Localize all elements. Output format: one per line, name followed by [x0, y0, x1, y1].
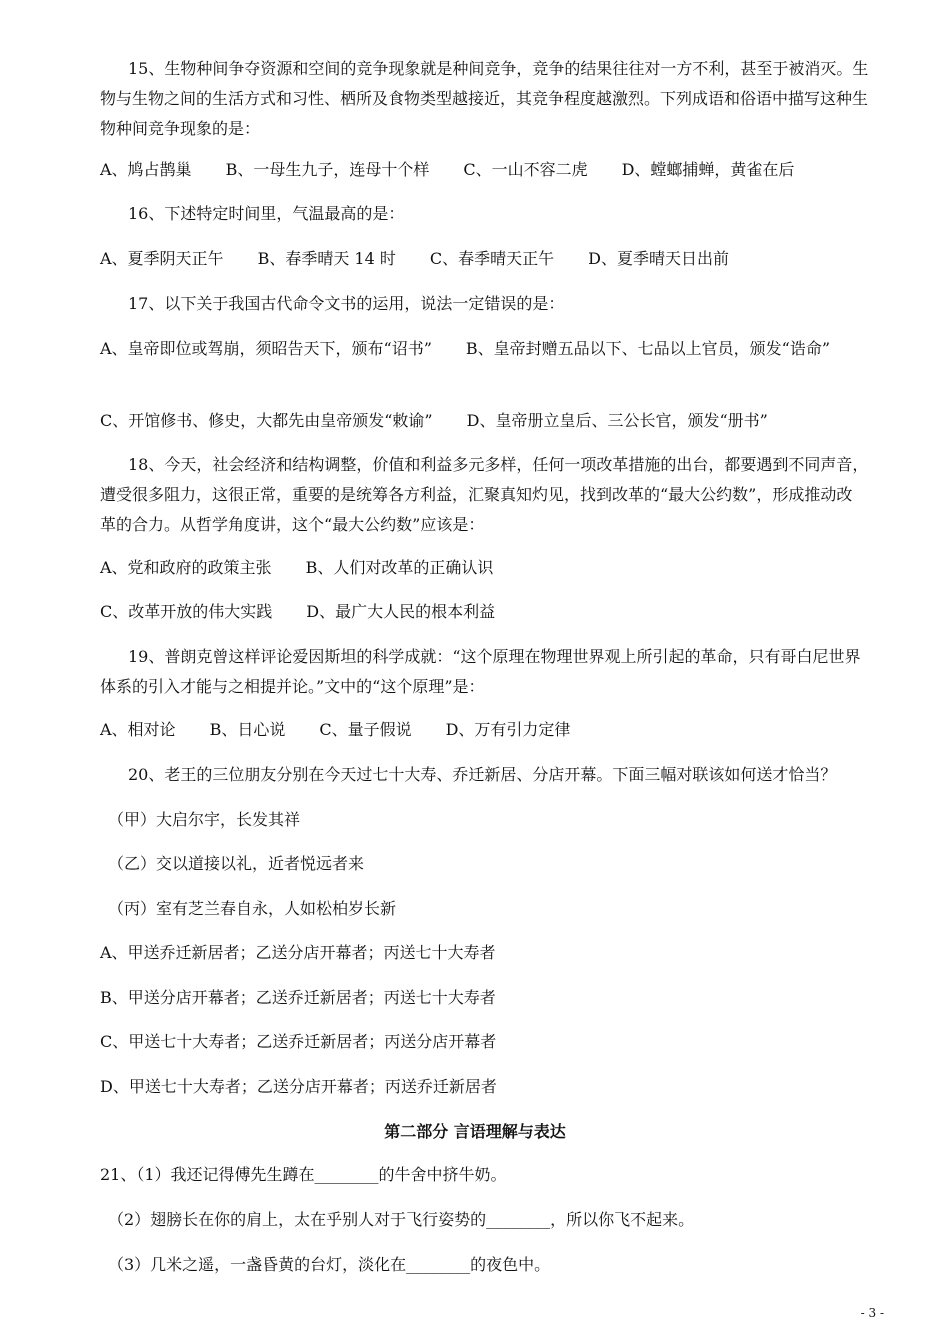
q20-option-b: B、甲送分店开幕者；乙送乔迁新居者；丙送七十大寿者	[100, 988, 496, 1007]
q18-option-b: B、人们对改革的正确认识	[305, 558, 494, 577]
q20-option-c: C、甲送七十大寿者；乙送乔迁新居者；丙送分店开幕者	[100, 1032, 497, 1051]
q16-option-c: C、春季晴天正午	[429, 249, 555, 268]
q21-line3: （3）几米之遥，一盏昏黄的台灯，淡化在________的夜色中。	[108, 1255, 551, 1274]
q20-couplet-jia: （甲）大启尔宇，长发其祥	[108, 810, 301, 829]
q19-option-c: C、量子假说	[319, 720, 412, 739]
q15-options	[100, 159, 794, 181]
q15-option-c: C、一山不容二虎	[463, 160, 588, 179]
q20-option-a: A、甲送乔迁新居者；乙送分店开幕者；丙送七十大寿者	[100, 943, 496, 962]
q15-stem-line3: 物种间竞争现象的是：	[100, 119, 261, 138]
q17-option-c: C、开馆修书、修史，大都先由皇帝颁发“敕谕”	[100, 411, 433, 430]
q15-stem-line1: 15、生物种间争夺资源和空间的竞争现象就是种间竞争，竞争的结果往往对一方不利，甚至于被消灭。生	[128, 59, 869, 78]
q19-stem-line2: 体系的引入才能与之相提并论。”文中的“这个原理”是：	[100, 677, 485, 696]
q17-options-row1	[100, 338, 830, 360]
q17-option-d: D、皇帝册立皇后、三公长官，颁发“册书”	[466, 411, 768, 430]
q19-stem-line1: 19、普朗克曾这样评论爱因斯坦的科学成就：“这个原理在物理世界观上所引起的革命，只有哥白尼世界	[128, 647, 861, 666]
q21-line2: （2）翅膀长在你的肩上，太在乎别人对于飞行姿势的________，所以你飞不起来。	[108, 1210, 695, 1229]
q16-option-d: D、夏季晴天日出前	[588, 249, 729, 268]
q17-stem: 17、以下关于我国古代命令文书的运用，说法一定错误的是：	[128, 294, 565, 313]
q18-stem-line1: 18、今天，社会经济和结构调整，价值和利益多元多样，任何一项改革措施的出台，都要遇到不同声音，	[128, 455, 869, 474]
q18-option-d: D、最广大人民的根本利益	[306, 602, 496, 621]
q19-option-a: A、相对论	[100, 720, 176, 739]
q16-option-a: A、夏季阴天正午	[100, 249, 224, 268]
q19-options	[100, 719, 570, 741]
q15-stem-line2: 物与生物之间的生活方式和习性、栖所及食物类型越接近，其竞争程度越激烈。下列成语和俗语中描写这种生	[100, 89, 869, 108]
page-number: - 3 -	[860, 1306, 884, 1320]
q16-options	[100, 248, 729, 270]
q18-options-row2	[100, 601, 495, 623]
q20-couplet-bing: （丙）室有芝兰春自永，人如松柏岁长新	[108, 899, 397, 918]
q18-stem-line2: 遭受很多阻力，这很正常，重要的是统筹各方利益，汇聚真知灼见，找到改革的“最大公约数”，形成推动改	[100, 485, 853, 504]
q18-option-c: C、改革开放的伟大实践	[100, 602, 273, 621]
section2-title: 第二部分 言语理解与表达	[384, 1122, 566, 1141]
q17-option-a: A、皇帝即位或驾崩，须昭告天下，颁布“诏书”	[100, 339, 432, 358]
q18-options-row1	[100, 557, 493, 579]
q17-option-b: B、皇帝封赠五品以下、七品以上官员，颁发“诰命”	[465, 339, 831, 358]
q16-stem: 16、下述特定时间里，气温最高的是：	[128, 204, 405, 223]
q15-option-a: A、鸠占鹊巢	[100, 160, 192, 179]
q17-options-row2	[100, 410, 768, 432]
q21-line1: 21、（1）我还记得傅先生蹲在________的牛舍中挤牛奶。	[100, 1165, 507, 1184]
q20-option-d: D、甲送七十大寿者；乙送分店开幕者；丙送乔迁新居者	[100, 1077, 497, 1096]
q19-option-b: B、日心说	[209, 720, 286, 739]
q18-option-a: A、党和政府的政策主张	[100, 558, 272, 577]
q15-option-d: D、螳螂捕蝉，黄雀在后	[621, 160, 795, 179]
q15-option-b: B、一母生九子，连母十个样	[225, 160, 430, 179]
q19-option-d: D、万有引力定律	[445, 720, 571, 739]
q16-option-b: B、春季晴天 14 时	[257, 249, 396, 268]
q20-stem: 20、老王的三位朋友分别在今天过七十大寿、乔迁新居、分店开幕。下面三幅对联该如何送才恰当？	[128, 765, 837, 784]
q20-couplet-yi: （乙）交以道接以礼，近者悦远者来	[108, 854, 365, 873]
q18-stem-line3: 革的合力。从哲学角度讲，这个“最大公约数”应该是：	[100, 515, 485, 534]
